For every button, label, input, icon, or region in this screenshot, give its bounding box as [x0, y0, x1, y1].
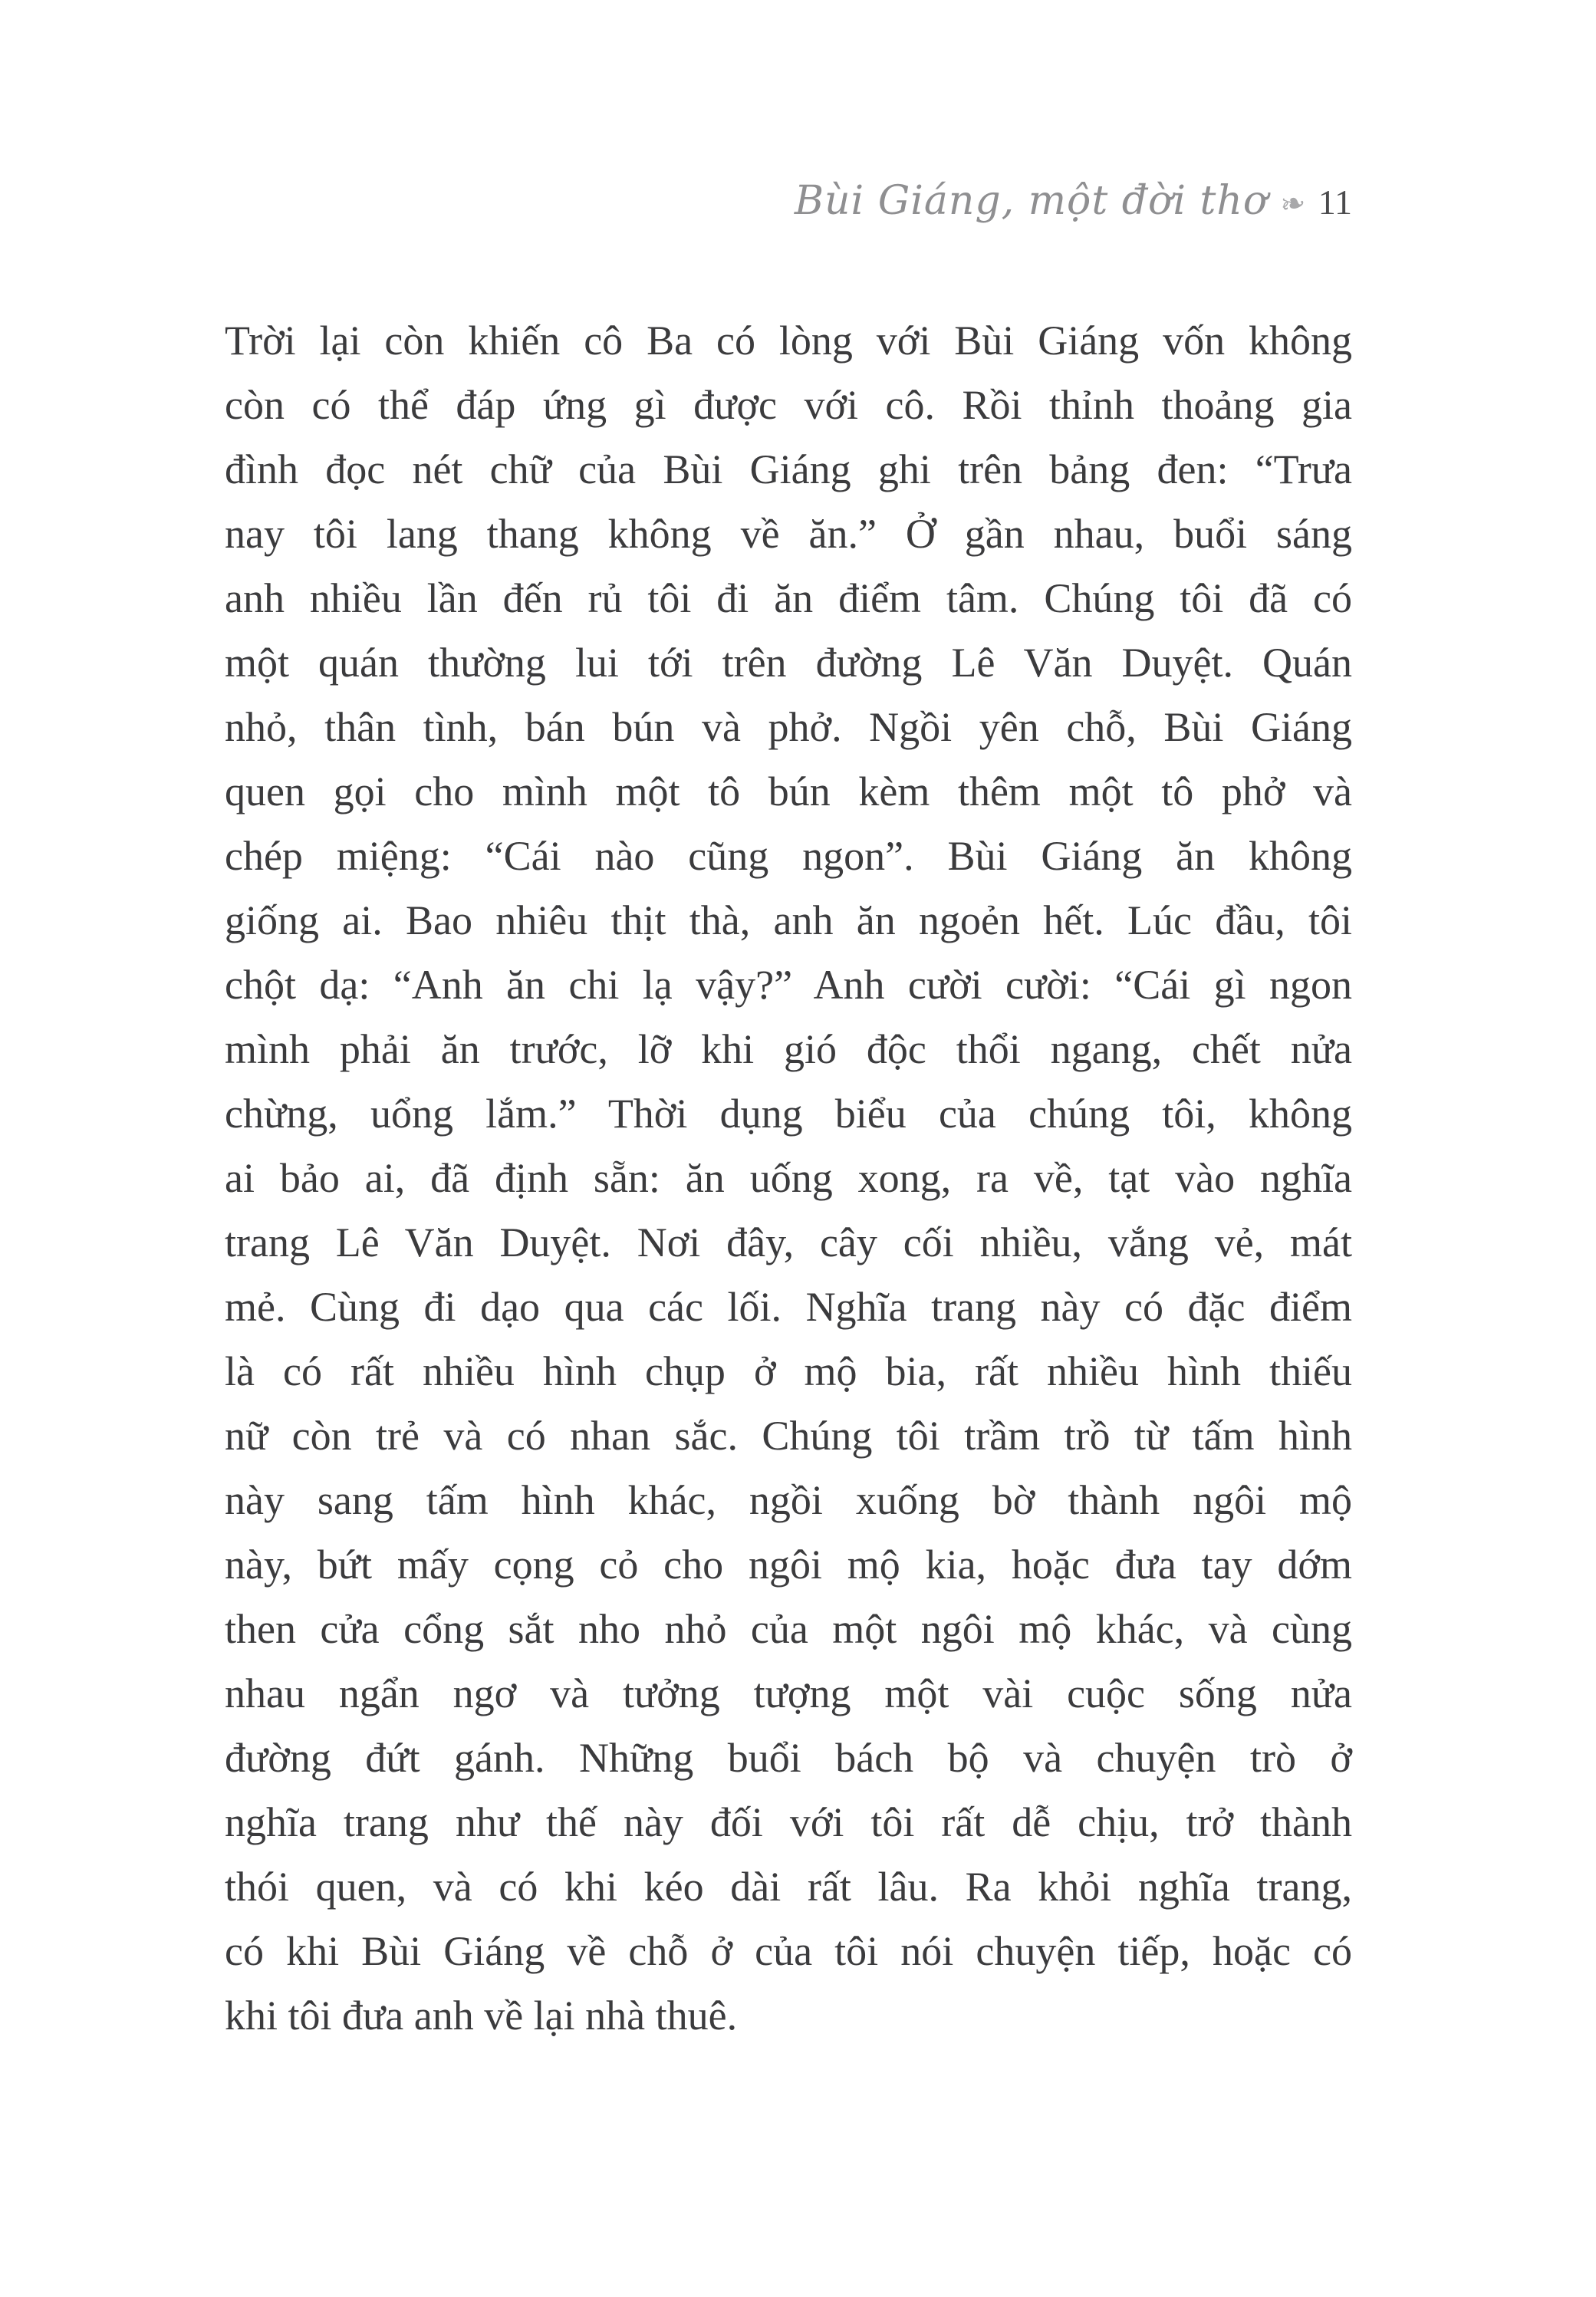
text-line: có khi Bùi Giáng về chỗ ở của tôi nói chuyện tiếp, hoặc có [225, 1928, 1352, 1974]
text-line: anh nhiều lần đến rủ tôi đi ăn điểm tâm. Chúng tôi đã có [225, 575, 1352, 621]
text-line: nay tôi lang thang không về ăn.” Ở gần nhau, buổi sáng [225, 511, 1352, 557]
text-line: thói quen, và có khi kéo dài rất lâu. Ra khỏi nghĩa trang, [225, 1864, 1352, 1910]
text-line: chột dạ: “Anh ăn chi lạ vậy?” Anh cười cười: “Cái gì ngon [225, 962, 1352, 1008]
text-line: chừng, uổng lắm.” Thời dụng biểu của chúng tôi, không [225, 1091, 1352, 1137]
text-line: đường đứt gánh. Những buổi bách bộ và chuyện trò ở [225, 1735, 1352, 1781]
page-number: 11 [1318, 183, 1352, 222]
text-line: nhau ngẩn ngơ và tưởng tượng một vài cuộc sống nửa [225, 1670, 1352, 1716]
text-line: chép miệng: “Cái nào cũng ngon”. Bùi Giáng ăn không [225, 833, 1352, 879]
body-text [225, 308, 1352, 2048]
leaf-ornament-icon: ❧ [1277, 184, 1309, 223]
text-line: khi tôi đưa anh về lại nhà thuê. [225, 1993, 738, 2039]
text-line: này sang tấm hình khác, ngồi xuống bờ thành ngôi mộ [225, 1477, 1352, 1523]
text-line: còn có thể đáp ứng gì được với cô. Rồi thỉnh thoảng gia [225, 382, 1352, 428]
text-line: một quán thường lui tới trên đường Lê Văn Duyệt. Quán [225, 640, 1352, 686]
text-line: trang Lê Văn Duyệt. Nơi đây, cây cối nhiều, vắng vẻ, mát [225, 1219, 1352, 1265]
text-line: mẻ. Cùng đi dạo qua các lối. Nghĩa trang này có đặc điểm [225, 1284, 1352, 1330]
text-line: nữ còn trẻ và có nhan sắc. Chúng tôi trầm trồ từ tấm hình [225, 1413, 1352, 1459]
text-line: nghĩa trang như thế này đối với tôi rất dễ chịu, trở thành [225, 1799, 1352, 1845]
text-line: quen gọi cho mình một tô bún kèm thêm một tô phở và [225, 768, 1352, 814]
text-line: Trời lại còn khiến cô Ba có lòng với Bùi Giáng vốn không [225, 318, 1352, 364]
text-line: nhỏ, thân tình, bán bún và phở. Ngồi yên chỗ, Bùi Giáng [225, 704, 1352, 750]
text-line: này, bứt mấy cọng cỏ cho ngôi mộ kia, hoặc đưa tay dớm [225, 1542, 1352, 1588]
text-line: ai bảo ai, đã định sẵn: ăn uống xong, ra về, tạt vào nghĩa [225, 1155, 1352, 1201]
text-line: mình phải ăn trước, lỡ khi gió độc thổi ngang, chết nửa [225, 1026, 1352, 1072]
text-line: then cửa cổng sắt nho nhỏ của một ngôi mộ khác, và cùng [225, 1606, 1352, 1652]
running-title: Bùi Giáng, một đời thơ [794, 178, 1269, 224]
text-line: là có rất nhiều hình chụp ở mộ bia, rất nhiều hình thiếu [225, 1348, 1352, 1394]
running-header [795, 178, 1352, 224]
text-line: giống ai. Bao nhiêu thịt thà, anh ăn ngoẻn hết. Lúc đầu, tôi [225, 897, 1352, 943]
text-line: đình đọc nét chữ của Bùi Giáng ghi trên bảng đen: “Trưa [225, 446, 1352, 492]
